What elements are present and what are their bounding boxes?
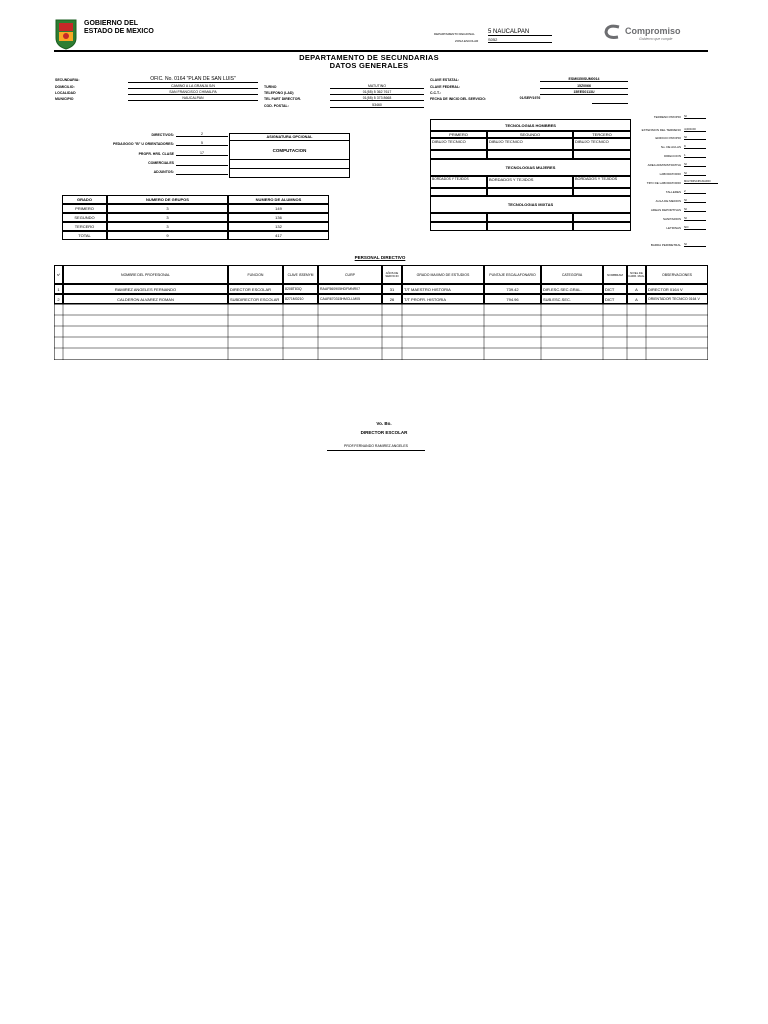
facility-value: MULTIDISCIPLINARIO [684,180,718,184]
page-title: DEPARTAMENTO DE SECUNDARIAS [299,53,439,62]
personal-header: CURP [318,265,382,284]
brand-swoosh-icon [603,24,623,40]
page-subtitle: DATOS GENERALES [329,61,409,70]
optional-subject-box [229,133,350,178]
groups-header: NUMERO DE ALUMNOS [228,195,329,204]
info-label: CLAVE ESTATAL: [430,78,460,82]
facility-value: 4,000.00 [684,127,706,132]
tech-empty-cell [487,188,573,196]
info-value: 15Z0066 [540,84,628,89]
groups-header: NUMERO DE GRUPOS [107,195,228,204]
personal-header: FUNCION [228,265,283,284]
facility-label: LABORATORIO [659,172,681,176]
facility-value: SI [684,162,706,167]
groups-cell: 9 [107,231,228,240]
personal-cell: DIRECTOR 0164 V [646,284,708,294]
tech-empty-cell [430,222,487,231]
groups-cell: 3 [107,213,228,222]
info-label: TURNO [264,85,277,89]
groups-cell: 417 [228,231,329,240]
tech-hombres-cell: DIBUJO TECNICO [573,138,631,150]
staff-value [176,169,228,175]
personal-cell: CALDERON ALVAREZ ROMAN [63,294,228,304]
info-value: ESM0350SUM0014 [540,77,628,82]
personal-header: OBSERVACIONES [646,265,708,284]
tech-grade-header: TERCERO [573,131,631,138]
tech-empty-cell [430,188,487,196]
personal-cell: 8208T83Q [283,284,318,294]
info-label: C.C.T.: [430,91,441,95]
groups-cell: PRIMERO [62,204,107,213]
staff-value: 5 [176,141,228,146]
header-rule [54,50,708,52]
personal-cell: T/T MAESTRO HISTORIA [402,284,484,294]
groups-header: GRADO [62,195,107,204]
personal-cell: DIR.ESC.SEC.GRAL. [541,284,603,294]
vobo-label: Vo. Bo. [376,421,392,426]
groups-cell: TOTAL [62,231,107,240]
personal-cell: SUBDIRECTOR ESCOLAR [228,294,283,304]
tech-hombres-title: TECNOLOGIAS HOMBRES [430,119,631,131]
tech-mixtas-title: TECNOLOGIAS MIXTAS [430,196,631,213]
tech-empty-cell [430,213,487,222]
facility-value: SI [684,198,706,203]
personal-title: PERSONAL DIRECTIVO [354,255,406,260]
personal-cell: 26 [382,294,402,304]
personal-cell: DIRECTOR ESCOLAR [228,284,283,294]
brand-logo [603,24,693,46]
personal-cell: 2 [54,294,63,304]
info-value: 01(55) 5 373 8668 [330,96,424,101]
tech-empty-cell [430,150,487,159]
personal-cell: SUB.ESC.SEC. [541,294,603,304]
facility-label: EDIFICIO PROPIO [655,136,681,140]
staff-label: PROFR. HRS. CLASE [138,152,174,156]
facility-label: AREA ADMINISTRATIVA [647,163,681,167]
tech-grade-header: SEGUNDO [487,131,573,138]
tech-grade-header: PRIMERO [430,131,487,138]
personal-header: NOMBRAM [603,265,627,284]
personal-cell: CAAR670315HMCLLM05 [318,294,382,304]
info-label: MUNICIPIO [55,97,74,101]
info-label: SECUNDARIA: [55,78,80,82]
service-date-underline [592,103,628,104]
facility-label: No. DE AULAS [660,145,681,149]
facility-value: SI [684,135,706,140]
groups-cell: 132 [228,222,329,231]
seal-shield-icon [54,18,78,50]
personal-cell: T/T PROFR. HISTORIA [402,294,484,304]
staff-label: ADJUNTOS: [153,170,174,174]
facility-value: NO [684,225,706,230]
staff-label: COMERCIALES [148,161,174,165]
tech-empty-cell [487,222,573,231]
personal-cell: RAAF560905HDFMNR07 [318,284,382,294]
facility-label: BARDA PERIMETRAL [650,243,681,247]
info-value: OFIC. No. 0164 "PLAN DE SAN LUIS" [128,76,258,83]
tech-block [430,119,631,233]
staff-value: 2 [176,132,228,137]
staff-value: 17 [176,151,228,156]
facility-label: TERRENO PROPIO [653,115,681,119]
brand-tagline: Gobierno que cumple [639,37,673,41]
tech-mujeres-title: TECNOLOGIAS MUJERES [430,159,631,176]
tech-empty-cell [573,222,631,231]
info-value: MATUTINO [330,84,424,89]
personal-grid [54,304,708,360]
facility-label: DIRECCION [664,154,681,158]
zone-label: ZONA ESCOLAR [455,39,479,43]
facility-label: AULA DE MEDIOS [655,199,681,203]
personal-cell: ORIENTADOR TECNICO 0164 V [646,294,708,304]
personal-cell: A [627,284,646,294]
signature-role: DIRECTOR ESCOLAR [360,430,408,435]
personal-header: GRADO MAXIMO DE ESTUDIOS [402,265,484,284]
personal-header: AÑOS DE SERVICIO [382,265,402,284]
personal-cell: 794.96 [484,294,541,304]
optional-subject-value: COMPUTACION [230,141,349,160]
info-value: 01/SEP/1976 [519,96,541,100]
info-value: 53460 [330,103,424,108]
staff-label: DIRECTIVOS: [151,133,174,137]
facility-label: TIPO DE LABORATORIO [646,181,681,185]
facility-label: TALLERES [665,190,681,194]
tech-empty-cell [487,150,573,159]
tech-empty-cell [487,213,573,222]
facility-label: AREAS DEPORTIVAS [650,208,681,212]
info-value: SAN FRANCISCO CHIMALPA [128,90,258,95]
info-label: FECHA DE INICIO DEL SERVICIO: [430,97,487,101]
staff-value [176,160,228,166]
groups-cell: TERCERO [62,222,107,231]
facility-value: SI [684,216,706,221]
personal-cell: DICT [603,294,627,304]
tech-hombres-cell: DIBUJO TECNICO [430,138,487,150]
personal-cell: RAMIREZ ANGELES FERNANDO [63,284,228,294]
facility-value: 2 [684,189,706,194]
personal-header: NIVEL DE CARR. MAG. [627,265,646,284]
gov-name [84,20,154,36]
personal-cell: 31 [382,284,402,294]
tech-mujeres-cell: BORDADOS Y TEJIDOS [573,176,631,188]
personal-cell: 1 [54,284,63,294]
region-label: DEPARTAMENTO REGIONAL [434,32,475,36]
tech-empty-cell [573,213,631,222]
groups-cell: 3 [107,204,228,213]
info-label: COD. POSTAL: [264,104,289,108]
region-value: 5 NAUCALPAN [488,29,552,36]
personal-header: NOMBRE DEL PROFESIONAL [63,265,228,284]
personal-cell: A [627,294,646,304]
personal-header: CLAVE ISSEMYM [283,265,318,284]
state-seal [54,18,78,50]
personal-table [54,265,708,360]
facility-value: 1 [684,153,706,158]
signature-name: PROF.FERNANDO RAMIREZ ANGELES [327,444,425,451]
groups-table [62,195,329,243]
zone-value: S052 [488,37,552,43]
gov-line2: ESTADO DE MEXICO [84,28,154,35]
facility-label: EXTENSION DEL TERRENO [641,128,681,132]
facility-value: SI [684,114,706,119]
personal-header: CATEGORIA [541,265,603,284]
facility-label: SANITARIOS [663,217,681,221]
optional-subject-header: ASIGNATURA OPCIONAL [230,134,349,141]
tech-mujeres-cell: BORDADOS Y TEJIDOS [487,176,573,188]
info-label: DOMICILIO: [55,85,75,89]
optional-subject-empty [230,160,349,169]
tech-empty-cell [573,188,631,196]
staff-label: PEDAGOGO "B" U ORIENTADORES: [112,142,174,146]
info-label: TEL PART DIRECTOR. [264,97,301,101]
groups-cell: SEGUNDO [62,213,107,222]
personal-cell: 739.42 [484,284,541,294]
personal-header: Nº [54,265,63,284]
groups-cell: 3 [107,222,228,231]
info-value: 01(55) 5 362 7617 [330,90,424,95]
tech-hombres-cell: DIBUJO TECNICO [487,138,573,150]
facility-value: 9 [684,144,706,149]
facility-value: SI [684,207,706,212]
brand-name: Compromiso [625,26,681,36]
facility-value: SI [684,242,706,247]
groups-cell: 136 [228,213,329,222]
info-value: CAMINO A LA GRANJA S/N [128,84,258,89]
personal-header: PUNTAJE ESCALAFONARIO [484,265,541,284]
groups-cell: 149 [228,204,329,213]
facility-label: LETRINAS [666,226,681,230]
personal-empty-rows [54,304,708,360]
personal-cell: DICT [603,284,627,294]
info-label: CLAVE FEDERAL: [430,85,461,89]
info-label: LOCALIDAD [55,91,76,95]
personal-cell: 8271M0210 [283,294,318,304]
facility-value: SI [684,171,706,176]
tech-mujeres-cell: BORDADOS Y TEJIDOS [430,176,487,188]
info-value: 15EES0113U [540,90,628,95]
tech-empty-cell [573,150,631,159]
info-label: TELEFONO (LAD) [264,91,294,95]
info-value: NAUCALPAN [128,96,258,101]
gov-line1: GOBIERNO DEL [84,20,139,27]
